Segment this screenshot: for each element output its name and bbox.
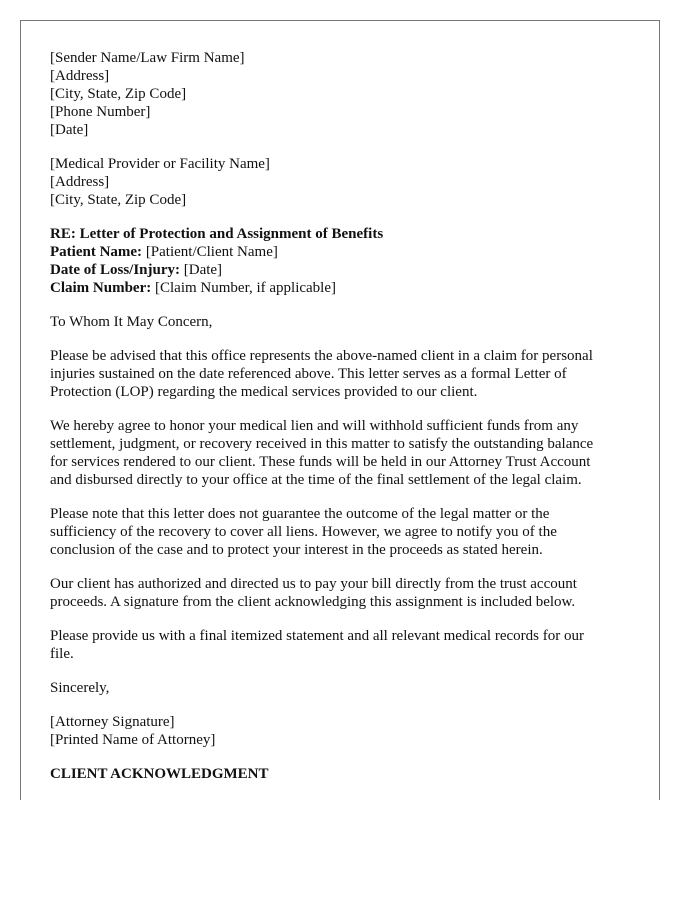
sender-address: [Address]	[50, 68, 110, 84]
sender-phone: [Phone Number]	[50, 104, 151, 120]
closing: Sincerely,	[50, 680, 110, 696]
letter-date: [Date]	[50, 122, 89, 138]
re-line: RE: Letter of Protection and Assignment of Benefits	[50, 226, 384, 242]
paragraph-line: file.	[50, 646, 74, 662]
paragraph-line: conclusion of the case and to protect your interest in the proceeds as stated herein.	[50, 542, 543, 558]
patient-name-value: [Patient/Client Name]	[142, 244, 278, 260]
date-of-loss-label: Date of Loss/Injury:	[50, 262, 180, 278]
paragraph-line: sufficiency of the recovery to cover all liens. However, we agree to notify you of the	[50, 524, 557, 540]
salutation: To Whom It May Concern,	[50, 314, 213, 330]
claim-number-line	[50, 279, 635, 297]
paragraph-line: We hereby agree to honor your medical lien and will withhold sufficient funds from any	[50, 418, 579, 434]
paragraph-lien-agreement	[50, 417, 635, 489]
sender-block	[50, 49, 635, 139]
recipient-block	[50, 155, 635, 209]
patient-name-label: Patient Name:	[50, 244, 143, 260]
reference-block	[50, 225, 635, 297]
patient-name-line	[50, 243, 635, 261]
paragraph-line: Please note that this letter does not guarantee the outcome of the legal matter or the	[50, 506, 550, 522]
paragraph-line: proceeds. A signature from the client acknowledging this assignment is included below.	[50, 594, 576, 610]
paragraph-line: settlement, judgment, or recovery received in this matter to satisfy the outstanding balance	[50, 436, 594, 452]
paragraph-line: Please provide us with a final itemized statement and all relevant medical records for our	[50, 628, 584, 644]
client-acknowledgment-heading: CLIENT ACKNOWLEDGMENT	[50, 766, 269, 782]
letter-content	[50, 49, 635, 783]
paragraph-representation	[50, 347, 635, 401]
attorney-signature: [Attorney Signature]	[50, 714, 175, 730]
claim-number-value: [Claim Number, if applicable]	[151, 280, 337, 296]
paragraph-records-request	[50, 627, 635, 663]
paragraph-line: for services rendered to our client. These funds will be held in our Attorney Trust Account	[50, 454, 591, 470]
sender-city-state-zip: [City, State, Zip Code]	[50, 86, 187, 102]
signature-block	[50, 713, 635, 749]
paragraph-line: Please be advised that this office represents the above-named client in a claim for personal	[50, 348, 593, 364]
paragraph-disclaimer	[50, 505, 635, 559]
paragraph-line: injuries sustained on the date referenced above. This letter serves as a formal Letter of	[50, 366, 567, 382]
paragraph-line: Protection (LOP) regarding the medical services provided to our client.	[50, 384, 478, 400]
recipient-name: [Medical Provider or Facility Name]	[50, 156, 270, 172]
date-of-loss-value: [Date]	[180, 262, 223, 278]
recipient-city-state-zip: [City, State, Zip Code]	[50, 192, 187, 208]
paragraph-line: Our client has authorized and directed us to pay your bill directly from the trust account	[50, 576, 577, 592]
recipient-address: [Address]	[50, 174, 110, 190]
date-of-loss-line	[50, 261, 635, 279]
letter-page	[20, 20, 660, 800]
paragraph-line: and disbursed directly to your office at the time of the final settlement of the legal claim.	[50, 472, 582, 488]
sender-name: [Sender Name/Law Firm Name]	[50, 50, 245, 66]
paragraph-authorization	[50, 575, 635, 611]
claim-number-label: Claim Number:	[50, 280, 152, 296]
printed-name: [Printed Name of Attorney]	[50, 732, 216, 748]
